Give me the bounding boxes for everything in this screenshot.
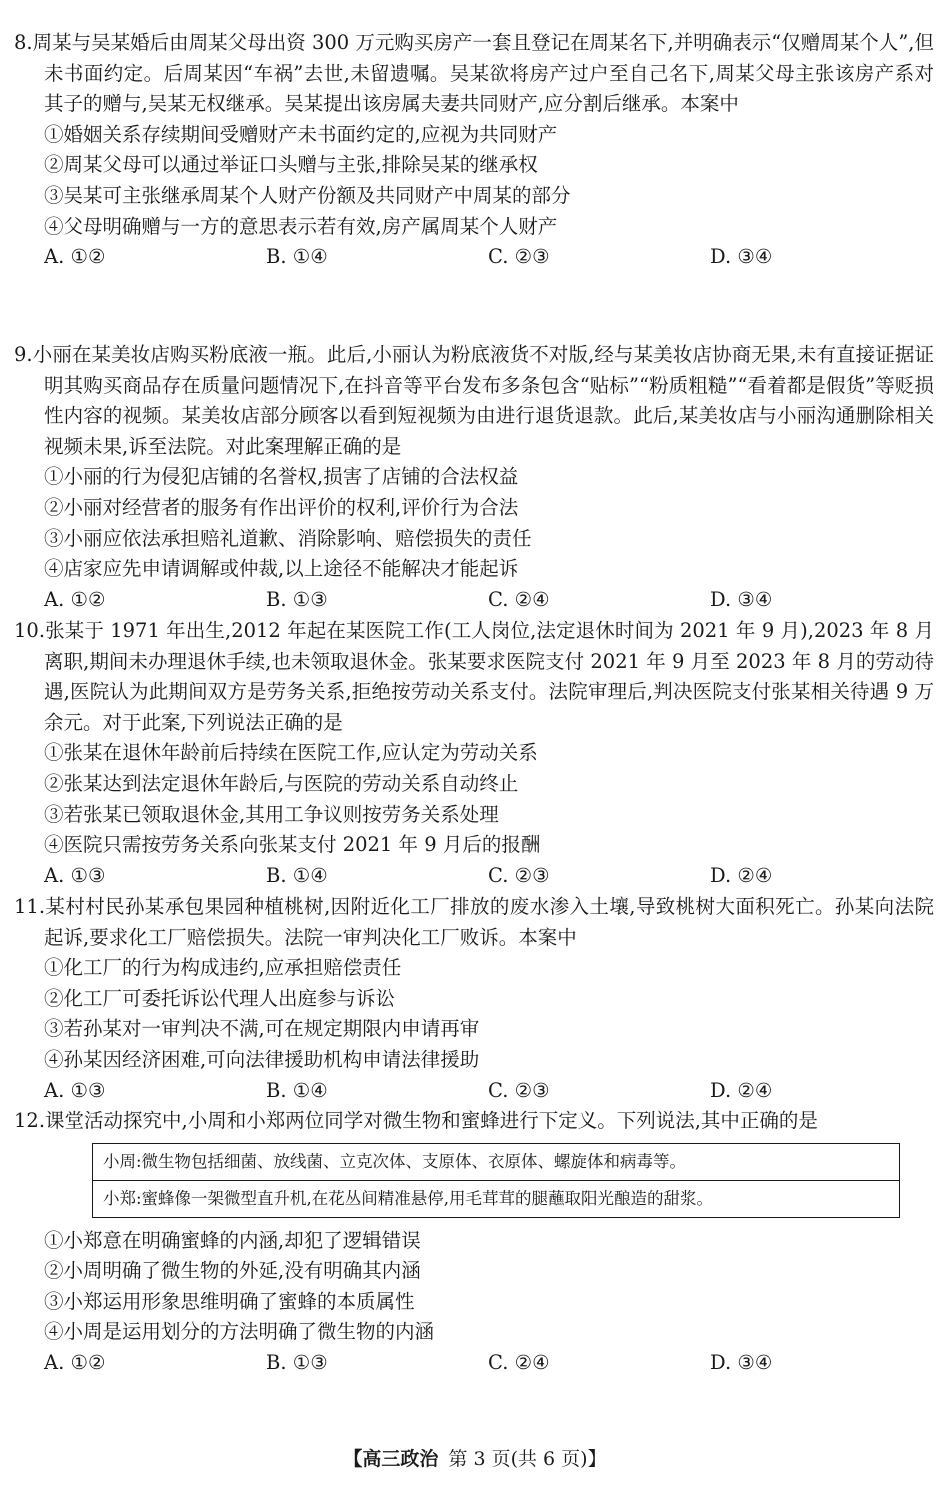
statement-1: ①化工厂的行为构成违约,应承担赔偿责任 [44, 956, 402, 980]
option-d: D. ②④ [710, 863, 773, 887]
option-a: A. ①③ [44, 1078, 106, 1102]
answer-options [44, 1076, 934, 1107]
table-row: 小周:微生物包括细菌、放线菌、立克次体、支原体、衣原体、螺旋体和病毒等。 [103, 1151, 687, 1171]
option-b: B. ①④ [266, 245, 328, 269]
statement-3: ③小郑运用形象思维明确了蜜蜂的本质属性 [44, 1289, 415, 1313]
statement-2: ②小丽对经营者的服务有作出评价的权利,评价行为合法 [44, 495, 519, 519]
question-stem: 12.课堂活动探究中,小周和小郑两位同学对微生物和蜜蜂进行下定义。下列说法,其中正确的是 [14, 1109, 818, 1132]
option-a: A. ①② [44, 1350, 106, 1374]
option-d: D. ③④ [710, 1350, 773, 1374]
question-10 [14, 616, 934, 891]
statement-3: ③吴某可主张继承周某个人财产份额及共同财产中周某的部分 [44, 183, 571, 207]
footer-page-number: 第 3 页(共 6 页)】 [448, 1448, 607, 1470]
answer-options [44, 242, 934, 273]
option-b: B. ①④ [266, 1078, 328, 1102]
option-c: C. ②③ [488, 1078, 550, 1102]
footer-subject: 【高三政治 [343, 1448, 439, 1470]
statement-2: ②周某父母可以通过举证口头赠与主张,排除吴某的继承权 [44, 153, 538, 177]
option-a: A. ①② [44, 245, 106, 269]
option-c: C. ②④ [488, 587, 550, 611]
question-8 [14, 28, 934, 273]
statement-4: ④店家应先申请调解或仲裁,以上途径不能解决才能起诉 [44, 557, 519, 581]
statement-2: ②张某达到法定退休年龄后,与医院的劳动关系自动终止 [44, 771, 519, 795]
statement-4: ④小周是运用划分的方法明确了微生物的内涵 [44, 1320, 435, 1344]
option-c: C. ②③ [488, 863, 550, 887]
statement-1: ①张某在退休年龄前后持续在医院工作,应认定为劳动关系 [44, 741, 538, 765]
question-stem: 8.周某与吴某婚后由周某父母出资 300 万元购买房产一套且登记在周某名下,并明确表示“仅赠周某个人”,但未书面约定。后周某因“车祸”去世,未留遗嘱。吴某欲将房产过户至自己名下,周某父母主张该房产系对其子的赠与,吴某无权继承。吴某提出该房属夫妻共同财产,应分割后继承。本案中 [14, 31, 934, 116]
option-d: D. ③④ [710, 245, 773, 269]
option-c: C. ②③ [488, 245, 550, 269]
option-a: A. ①③ [44, 863, 106, 887]
option-c: C. ②④ [488, 1350, 550, 1374]
statement-4: ④孙某因经济困难,可向法律援助机构申请法律援助 [44, 1047, 480, 1071]
statement-2: ②小周明确了微生物的外延,没有明确其内涵 [44, 1259, 421, 1283]
page-footer [0, 1444, 950, 1471]
option-b: B. ①③ [266, 1350, 328, 1374]
statement-1: ①小丽的行为侵犯店铺的名誉权,损害了店铺的合法权益 [44, 465, 519, 489]
option-b: B. ①③ [266, 587, 328, 611]
statement-1: ①婚姻关系存续期间受赠财产未书面约定的,应视为共同财产 [44, 122, 558, 146]
answer-options [44, 1348, 934, 1379]
question-12 [14, 1106, 934, 1379]
statement-3: ③若张某已领取退休金,其用工争议则按劳务关系处理 [44, 802, 499, 826]
option-d: D. ③④ [710, 587, 773, 611]
statement-4: ④医院只需按劳务关系向张某支付 2021 年 9 月后的报酬 [44, 833, 541, 857]
question-stem: 9.小丽在某美妆店购买粉底液一瓶。此后,小丽认为粉底液货不对版,经与某美妆店协商无果,未有直接证据证明其购买商品存在质量问题情况下,在抖音等平台发布多条包含“贴标”“粉质粗糙”“看着都是假货”等贬损性内容的视频。某美妆店部分顾客以看到短视频为由进行退货退款。此后,某美妆店与小丽沟通删除相关视频未果,诉至法院。对此案理解正确的是 [14, 343, 934, 458]
statement-1: ①小郑意在明确蜜蜂的内涵,却犯了逻辑错误 [44, 1228, 421, 1252]
option-b: B. ①④ [266, 863, 328, 887]
statement-4: ④父母明确赠与一方的意思表示若有效,房产属周某个人财产 [44, 214, 558, 238]
answer-options [44, 585, 934, 616]
definition-table [92, 1143, 900, 1218]
statement-2: ②化工厂可委托诉讼代理人出庭参与诉讼 [44, 986, 396, 1010]
option-a: A. ①② [44, 587, 106, 611]
question-stem: 11.某村村民孙某承包果园种植桃树,因附近化工厂排放的废水渗入土壤,导致桃树大面积死亡。孙某向法院起诉,要求化工厂赔偿损失。法院一审判决化工厂败诉。本案中 [14, 895, 934, 949]
table-row: 小郑:蜜蜂像一架微型直升机,在花丛间精准悬停,用毛茸茸的腿蘸取阳光酿造的甜浆。 [93, 1180, 899, 1217]
answer-options [44, 861, 934, 892]
statement-3: ③小丽应依法承担赔礼道歉、消除影响、赔偿损失的责任 [44, 526, 532, 550]
option-d: D. ②④ [710, 1078, 773, 1102]
question-11 [14, 892, 934, 1106]
question-9 [14, 340, 934, 615]
question-stem: 10.张某于 1971 年出生,2012 年起在某医院工作(工人岗位,法定退休时间为 2021 年 9 月),2023 年 8 月离职,期间未办理退休手续,也未领取退休金。张某要求医院支付 2021 年 9 月至 2023 年 8 月的劳动待遇,医院认为此期间双方是劳务关系,拒绝按劳动关系支付。法院审理后,判决医院支付张某相关待遇 9 万余元。对于此案,下列说法正确的是 [14, 619, 934, 734]
statement-3: ③若孙某对一审判决不满,可在规定期限内申请再审 [44, 1017, 480, 1041]
